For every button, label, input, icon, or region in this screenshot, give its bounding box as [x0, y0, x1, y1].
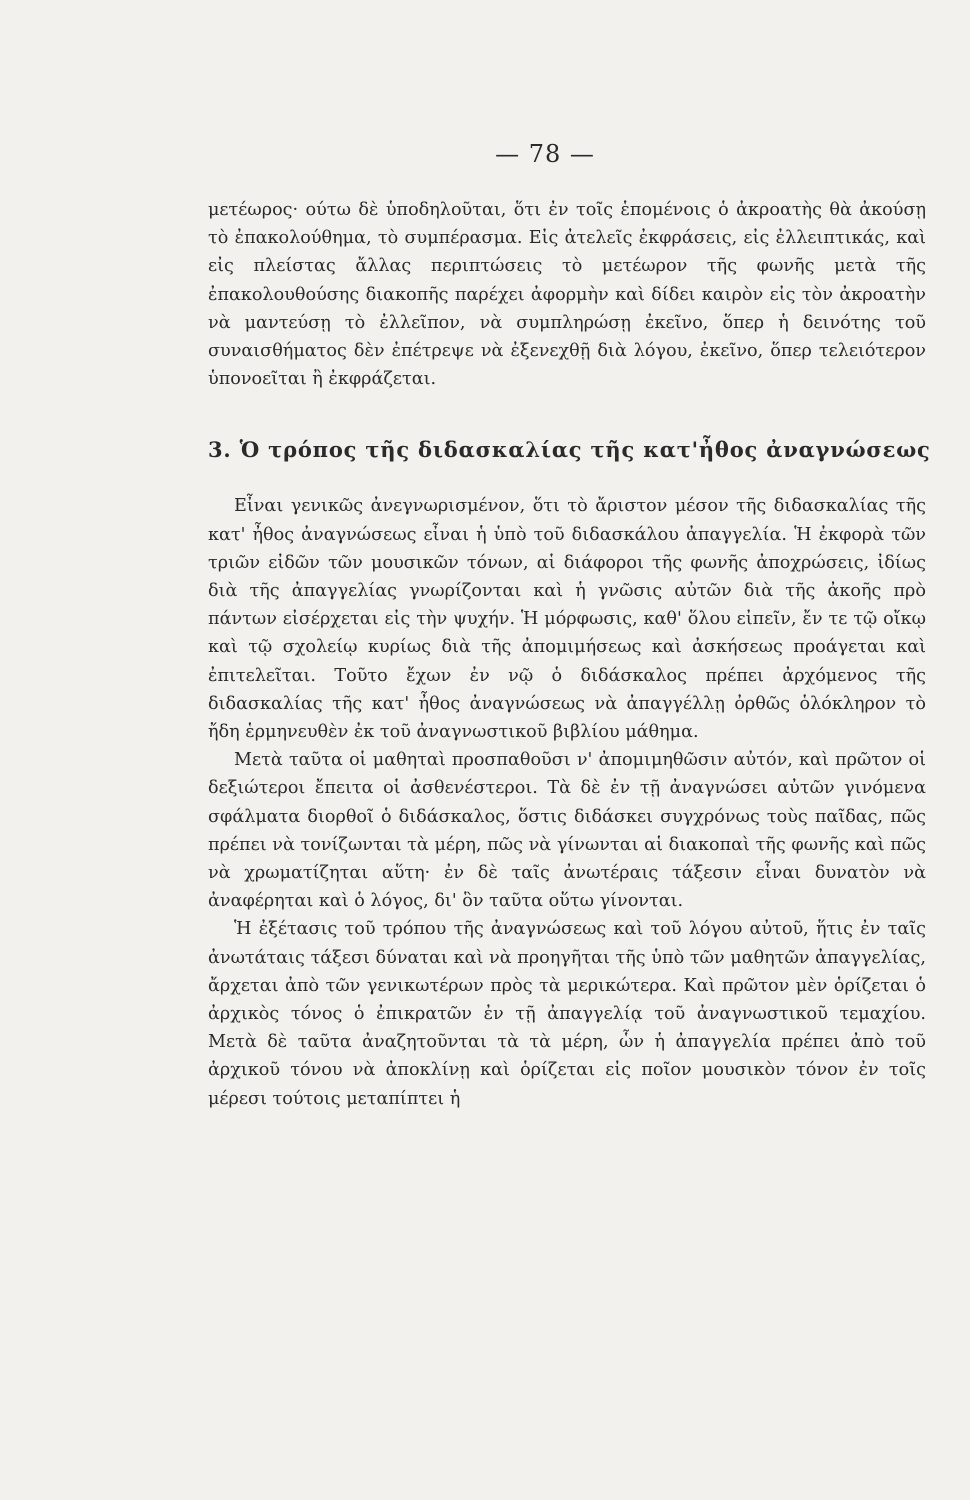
paragraph: Εἶναι γενικῶς ἀνεγνωρισμένον, ὅτι τὸ ἄριστον μέσον τῆς διδασκαλίας τῆς κατ' ἦθος ἀναγνώσεως εἶναι ἡ ὑπὸ τοῦ διδασκάλου ἀπαγγελία. Ἡ ἐκφορὰ τῶν τριῶν εἰδῶν τῶν μουσικῶν τόνων, αἱ διάφοροι τῆς φωνῆς ἀποχρώσεις, ἰδίως διὰ τῆς ἀπαγγελίας γνωρίζονται καὶ ἡ γνῶσις αὐτῶν διὰ τῆς ἀκοῆς πρὸ πάντων εἰσέρχεται εἰς τὴν ψυχήν. Ἡ μόρφωσις, καθ' ὅλου εἰπεῖν, ἔν τε τῷ οἴκῳ καὶ τῷ σχολείῳ κυρίως διὰ τῆς ἀπομιμήσεως καὶ ἀσκήσεως προάγεται καὶ ἐπιτελεῖται. Τοῦτο ἔχων ἐν νῷ ὁ διδάσκαλος πρέπει ἀρχόμενος τῆς διδασκαλίας τῆς κατ' ἦθος ἀναγνώσεως νὰ ἀπαγγέλλῃ ὀρθῶς ὁλόκληρον τὸ ἤδη ἑρμηνευθὲν ἐκ τοῦ ἀναγνωστικοῦ βιβλίου μάθημα.	[208, 496, 926, 743]
page-number: — 78 —	[495, 140, 595, 168]
paragraph-continuation: μετέωρος· ούτω δὲ ὑποδηλοῦται, ὅτι ἐν τοῖς ἑπομένοις ὁ ἀκροατὴς θὰ ἀκούσῃ τὸ ἐπακολούθημα, τὸ συμπέρασμα. Εἰς ἀτελεῖς ἐκφράσεις, εἰς ἐλλειπτικάς, καὶ εἰς πλείστας ἄλλας περιπτώσεις τὸ μετέωρον τῆς φωνῆς μετὰ τῆς ἐπακολουθούσης διακοπῆς παρέχει ἀφορμὴν καὶ δίδει καιρὸν εἰς τὸν ἀκροατὴν νὰ μαντεύσῃ τὸ ἐλλεῖπον, νὰ συμπληρώσῃ ἐκεῖνο, ὅπερ ἡ δεινότης τοῦ συναισθήματος δὲν ἐπέτρεψε νὰ ἐξενεχθῇ διὰ λόγου, ἐκεῖνο, ὅπερ τελειότερον ὑπονοεῖται ἢ ἐκφράζεται.	[208, 200, 926, 390]
section-heading: 3. Ὁ τρόπος τῆς διδασκαλίας τῆς κατ'ἦθος ἀναγνώσεως	[208, 437, 931, 463]
paragraph: Ἡ ἐξέτασις τοῦ τρόπου τῆς ἀναγνώσεως καὶ τοῦ λόγου αὐτοῦ, ἥτις ἐν ταῖς ἀνωτάταις τάξεσι δύναται καὶ νὰ προηγῆται τῆς ὑπὸ τῶν μαθητῶν ἀπαγγελίας, ἄρχεται ἀπὸ τῶν γενικωτέρων πρὸς τὰ μερικώτερα. Καὶ πρῶτον μὲν ὁρίζεται ὁ ἀρχικὸς τόνος ὁ ἐπικρατῶν ἐν τῇ ἀπαγγελίᾳ τοῦ ἀναγνωστικοῦ τεμαχίου. Μετὰ δὲ ταῦτα ἀναζητοῦνται τὰ τὰ μέρη, ὧν ἡ ἀπαγγελία πρέπει ἀπὸ τοῦ ἀρχικοῦ τόνου νὰ ἀποκλίνῃ καὶ ὁρίζεται εἰς ποῖον μουσικὸν τόνον ἐν τοῖς μέρεσι τούτοις μεταπίπτει ἡ	[208, 919, 926, 1109]
paragraph: Μετὰ ταῦτα οἱ μαθηταὶ προσπαθοῦσι ν' ἀπομιμηθῶσιν αὐτόν, καὶ πρῶτον οἱ δεξιώτεροι ἔπειτα οἱ ἀσθενέστεροι. Τὰ δὲ ἐν τῇ ἀναγνώσει αὐτῶν γινόμενα σφάλματα διορθοῖ ὁ διδάσκαλος, ὅστις διδάσκει συγχρόνως τοὺς παῖδας, πῶς πρέπει νὰ τονίζωνται τὰ μέρη, πῶς νὰ γίνωνται αἱ διακοπαὶ τῆς φωνῆς καὶ πῶς νὰ χρωματίζηται αὕτη· ἐν δὲ ταῖς ἀνωτέραις τάξεσιν εἶναι δυνατὸν νὰ ἀναφέρηται καὶ ὁ λόγος, δι' ὃν ταῦτα οὕτω γίνονται.	[208, 750, 926, 912]
